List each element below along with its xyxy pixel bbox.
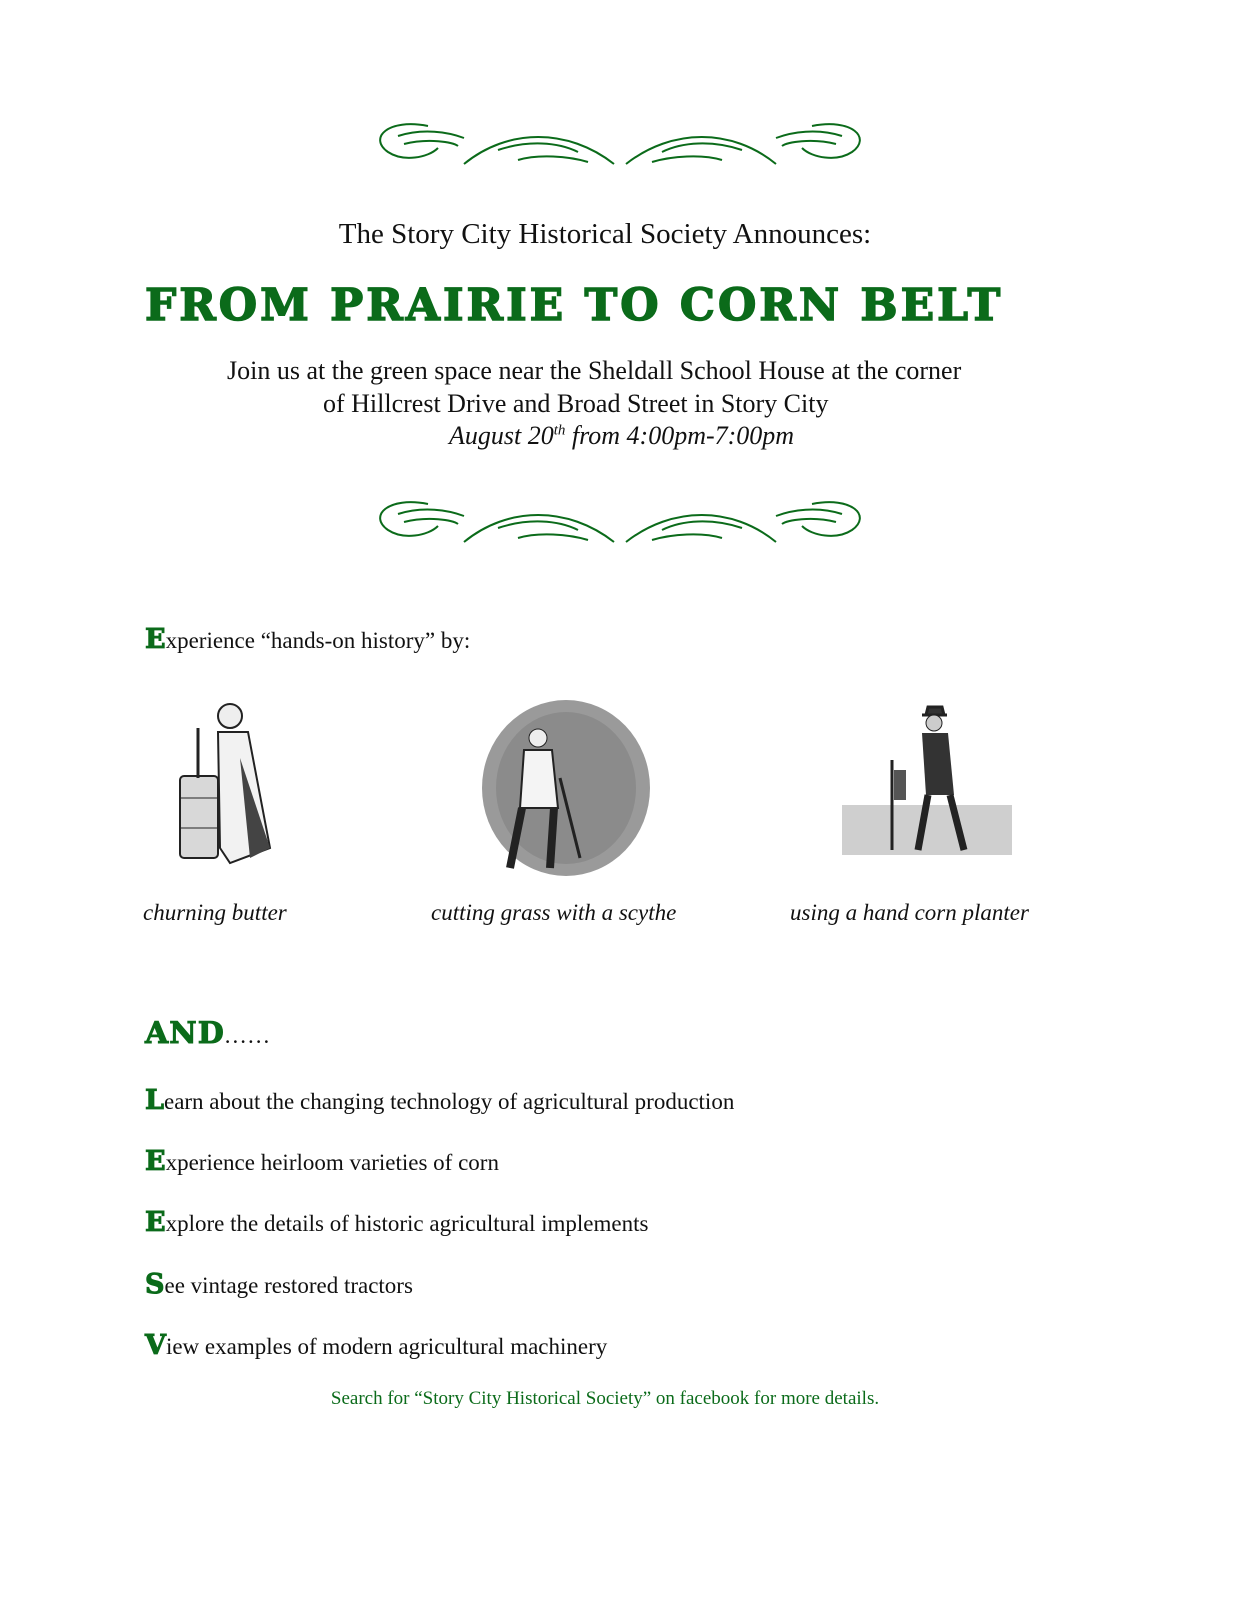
and-word: AND <box>145 1016 225 1051</box>
churning-butter-illustration <box>170 698 278 870</box>
caption-churning-butter: churning butter <box>143 900 287 925</box>
and-dots: ...... <box>224 1023 272 1048</box>
event-title: FROM PRAIRIE TO CORN BELT <box>145 280 1004 331</box>
list-item <box>145 1269 413 1300</box>
list-item-text: xplore the details of historic agricultural implements <box>165 1211 649 1236</box>
date-time: from 4:00pm-7:00pm <box>565 421 795 450</box>
scythe-illustration <box>480 698 652 880</box>
experience-intro <box>145 624 470 655</box>
corn-planter-illustration <box>842 705 1012 863</box>
flourish-ornament-bottom <box>368 496 872 548</box>
location-line-2: of Hillcrest Drive and Broad Street in Story City <box>323 389 829 418</box>
event-date <box>449 421 794 451</box>
list-item-text: xperience heirloom varieties of corn <box>165 1150 499 1175</box>
intro-text: xperience “hands-on history” by: <box>165 628 471 653</box>
location-line-1: Join us at the green space near the Sheldall School House at the corner <box>227 356 962 385</box>
drop-cap: S <box>145 1269 165 1300</box>
drop-cap: E <box>145 1207 166 1238</box>
date-prefix: August 20 <box>449 421 554 450</box>
list-item-text: iew examples of modern agricultural machinery <box>165 1334 608 1359</box>
drop-cap: V <box>145 1330 166 1361</box>
list-item <box>145 1207 648 1238</box>
drop-cap: E <box>145 1146 166 1177</box>
caption-corn-planter: using a hand corn planter <box>790 900 1029 925</box>
and-heading <box>145 1016 271 1051</box>
list-item-text: earn about the changing technology of agricultural production <box>163 1089 735 1114</box>
list-item <box>145 1330 607 1361</box>
list-item <box>145 1146 499 1177</box>
flourish-ornament-top <box>368 118 872 170</box>
list-item-text: ee vintage restored tractors <box>164 1273 413 1298</box>
caption-scythe: cutting grass with a scythe <box>431 900 677 925</box>
drop-cap: L <box>145 1085 164 1116</box>
facebook-footer-note: Search for “Story City Historical Society” on facebook for more details. <box>330 1388 880 1409</box>
list-item <box>145 1085 734 1116</box>
drop-cap: E <box>145 624 166 655</box>
date-superscript: th <box>553 422 566 439</box>
announcement-heading: The Story City Historical Society Announces: <box>338 218 872 250</box>
